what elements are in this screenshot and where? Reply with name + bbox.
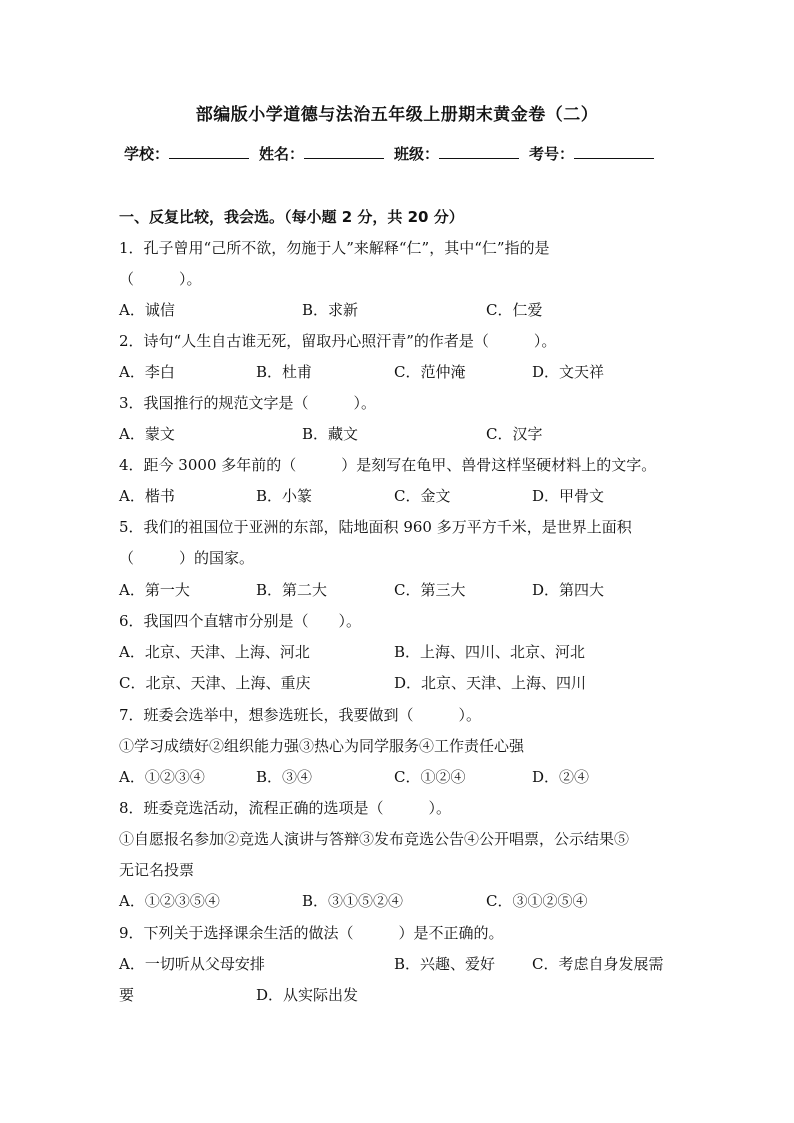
question-7-option-d: D．②④	[532, 768, 590, 786]
question-3-stem: 3．我国推行的规范文字是（ ）。	[119, 394, 377, 412]
question-5-option-d: D．第四大	[532, 581, 605, 599]
question-4-option-c: C．金文	[394, 487, 451, 505]
question-1-stem: 1．孔子曾用“己所不欲，勿施于人”来解释“仁”，其中“仁”指的是	[119, 239, 550, 257]
number-blank	[574, 144, 654, 159]
question-4-option-a: A．楷书	[119, 487, 175, 505]
number-label: 考号：	[529, 145, 575, 163]
question-9-option-c-cont: 要	[119, 986, 135, 1004]
question-4-option-d: D．甲骨文	[532, 487, 605, 505]
section-heading: 一、反复比较，我会选。（每小题 2 分，共 20 分）	[119, 208, 464, 226]
question-1-blank: （ ）。	[119, 270, 202, 288]
question-9-option-b: B．兴趣、爱好	[394, 955, 496, 973]
question-1-option-c: C．仁爱	[486, 301, 543, 319]
question-4-option-b: B．小篆	[256, 487, 313, 505]
question-7-option-a: A．①②③④	[119, 768, 205, 786]
name-blank	[304, 144, 384, 159]
name-label: 姓名：	[259, 145, 305, 163]
number-field	[529, 143, 664, 164]
question-2-option-b: B．杜甫	[256, 363, 313, 381]
question-6-option-b: B．上海、四川、北京、河北	[394, 643, 586, 661]
question-3-option-a: A．蒙文	[119, 425, 175, 443]
question-1-option-a: A．诚信	[119, 301, 175, 319]
school-blank	[169, 144, 249, 159]
name-field	[259, 143, 394, 164]
question-6-option-d: D．北京、天津、上海、四川	[394, 674, 587, 692]
question-6-option-a: A．北京、天津、上海、河北	[119, 643, 310, 661]
question-2-stem: 2．诗句“人生自古谁无死，留取丹心照汗青”的作者是（ ）。	[119, 332, 557, 350]
class-blank	[439, 144, 519, 159]
question-7-stem: 7．班委会选举中，想参选班长，我要做到（ ）。	[119, 706, 482, 724]
question-2-option-c: C．范仲淹	[394, 363, 466, 381]
school-label: 学校：	[124, 145, 170, 163]
question-8-items: ①自愿报名参加②竞选人演讲与答辩③发布竞选公告④公开唱票，公示结果⑤	[119, 830, 630, 848]
question-7-option-c: C．①②④	[394, 768, 466, 786]
question-8-option-c: C．③①②⑤④	[486, 892, 588, 910]
question-5-option-a: A．第一大	[119, 581, 190, 599]
question-2-option-d: D．文天祥	[532, 363, 605, 381]
question-8-option-a: A．①②③⑤④	[119, 892, 220, 910]
question-5-option-b: B．第二大	[256, 581, 328, 599]
question-5-option-c: C．第三大	[394, 581, 466, 599]
page-title: 部编版小学道德与法治五年级上册期末黄金卷（二）	[195, 105, 599, 125]
question-7-option-b: B．③④	[256, 768, 313, 786]
question-7-items: ①学习成绩好②组织能力强③热心为同学服务④工作责任心强	[119, 737, 525, 755]
class-label: 班级：	[394, 145, 440, 163]
question-5-stem-cont: （ ）的国家。	[119, 549, 255, 567]
question-3-option-b: B．藏文	[302, 425, 359, 443]
question-8-stem: 8．班委竞选活动，流程正确的选项是（ ）。	[119, 799, 452, 817]
question-4-stem: 4．距今 3000 多年前的（ ）是刻写在龟甲、兽骨这样坚硬材料上的文字。	[119, 456, 657, 474]
question-5-stem: 5．我们的祖国位于亚洲的东部，陆地面积 960 多万平方千米，是世界上面积	[119, 518, 632, 536]
question-8-option-b: B．③①⑤②④	[302, 892, 404, 910]
question-9-option-a: A．一切听从父母安排	[119, 955, 265, 973]
student-info-row	[124, 143, 664, 164]
question-2-option-a: A．李白	[119, 363, 175, 381]
question-6-option-c: C．北京、天津、上海、重庆	[119, 674, 311, 692]
question-9-stem: 9．下列关于选择课余生活的做法（ ）是不正确的。	[119, 924, 504, 942]
question-6-stem: 6．我国四个直辖市分别是（ ）。	[119, 612, 362, 630]
question-9-option-d: D．从实际出发	[256, 986, 359, 1004]
class-field	[394, 143, 529, 164]
school-field	[124, 143, 259, 164]
question-1-option-b: B．求新	[302, 301, 359, 319]
question-3-option-c: C．汉字	[486, 425, 543, 443]
question-9-option-c: C．考虑自身发展需	[532, 955, 664, 973]
question-8-items-cont: 无记名投票	[119, 861, 195, 879]
